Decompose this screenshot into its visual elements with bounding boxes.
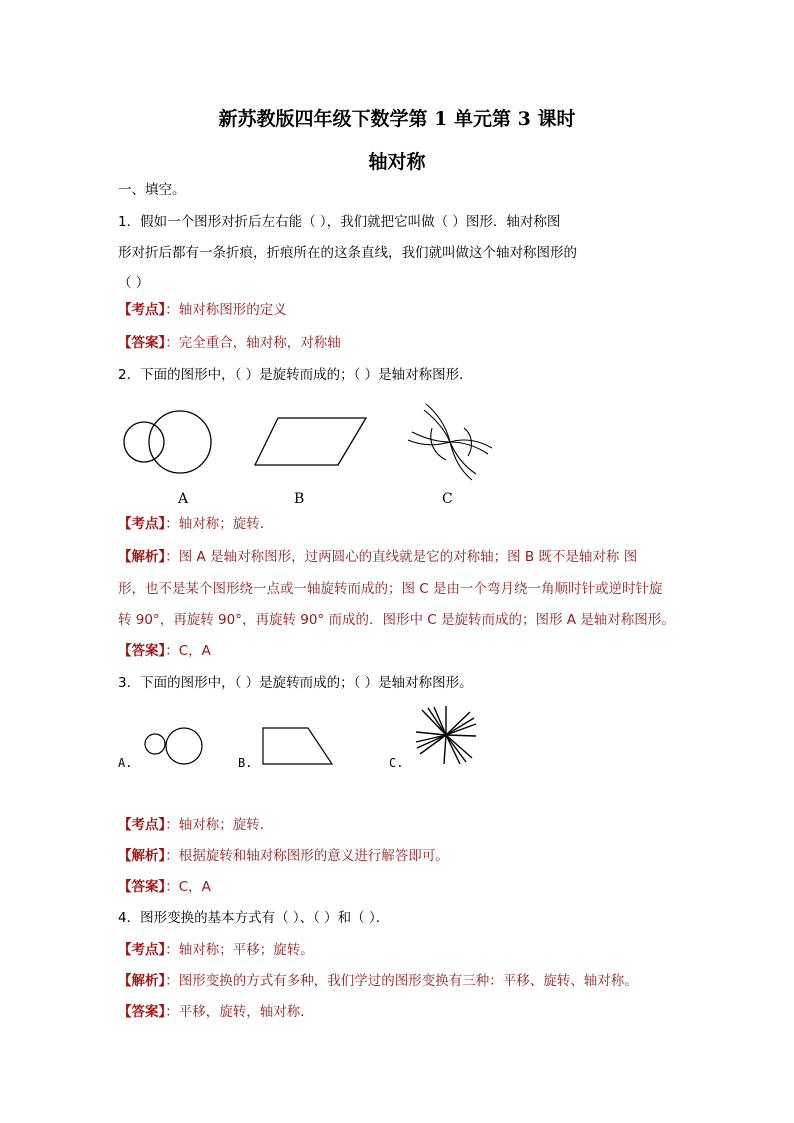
section-heading: 一、填空。 bbox=[118, 182, 186, 198]
q1-line1: 1．假如一个图形对折后左右能（ ），我们就把它叫做（ ）图形．轴对称图 bbox=[118, 214, 561, 230]
kaodian-tag: 【考点】 bbox=[118, 817, 166, 833]
answer-text: ：完全重合，轴对称，对称轴 bbox=[165, 335, 341, 351]
q2-kaodian bbox=[118, 514, 273, 534]
figure-small-two-circles bbox=[140, 722, 210, 772]
jiexi-tag: 【解析】 bbox=[118, 549, 166, 565]
answer-tag: 【答案】 bbox=[118, 335, 166, 351]
answer-tag: 【答案】 bbox=[118, 643, 166, 659]
figure-parallelogram bbox=[250, 415, 380, 475]
q1-line2: 形对折后都有一条折痕，折痕所在的这条直线，我们就叫做这个轴对称图形的 bbox=[118, 245, 577, 261]
kaodian-text: ：轴对称；平移；旋转。 bbox=[165, 942, 314, 958]
kaodian-text: ：轴对称；旋转． bbox=[165, 817, 274, 833]
jiexi-text: ：图 A 是轴对称图形，过两圆心的直线就是它的对称轴；图 B 既不是轴对称 图 bbox=[165, 549, 638, 565]
answer-text: ：平移，旋转，轴对称． bbox=[165, 1004, 314, 1020]
figure-two-circles bbox=[118, 400, 218, 480]
q3-jiexi bbox=[118, 846, 449, 866]
q2-label-c: C bbox=[442, 491, 453, 507]
doc-subtitle: 轴对称 bbox=[368, 151, 426, 173]
q4-answer bbox=[118, 1002, 314, 1022]
kaodian-text: ：轴对称图形的定义 bbox=[165, 302, 287, 318]
q3-answer bbox=[118, 877, 211, 897]
q2-stem: 2．下面的图形中，（ ）是旋转而成的；（ ）是轴对称图形． bbox=[118, 367, 473, 383]
q4-jiexi bbox=[118, 971, 638, 991]
answer-tag: 【答案】 bbox=[118, 879, 166, 895]
q3-label-c: C. bbox=[389, 756, 404, 770]
kaodian-tag: 【考点】 bbox=[118, 302, 166, 318]
answer-text: ：C，A bbox=[165, 643, 211, 659]
q1-answer bbox=[118, 333, 341, 353]
q1-kaodian bbox=[118, 300, 287, 320]
kaodian-tag: 【考点】 bbox=[118, 516, 166, 532]
figure-crescent-rotation bbox=[402, 398, 498, 488]
jiexi-text: ：图形变换的方式有多种，我们学过的图形变换有三种：平移、旋转、轴对称。 bbox=[165, 973, 638, 989]
q2-label-a: A bbox=[178, 491, 189, 507]
q2-answer bbox=[118, 641, 211, 661]
q2-jiexi-line3: 转 90°，再旋转 90°，再旋转 90° 而成的．图形中 C 是旋转而成的；图形 A 是轴对称图形。 bbox=[118, 612, 675, 628]
q3-label-a: A. bbox=[118, 756, 133, 770]
jiexi-tag: 【解析】 bbox=[118, 973, 166, 989]
q3-label-b: B. bbox=[238, 756, 253, 770]
q4-stem: 4．图形变换的基本方式有（ ）、（ ）和（ ）． bbox=[118, 910, 390, 926]
q2-jiexi-line2: 形，也不是某个图形绕一点或一轴旋转而成的；图 C 是由一个弯月绕一角顺时针或逆时针旋 bbox=[118, 581, 663, 597]
jiexi-tag: 【解析】 bbox=[118, 848, 166, 864]
figure-trapezoid bbox=[258, 724, 338, 769]
q3-stem: 3．下面的图形中，（ ）是旋转而成的；（ ）是轴对称图形。 bbox=[118, 675, 473, 691]
jiexi-text: ：根据旋转和轴对称图形的意义进行解答即可。 bbox=[165, 848, 449, 864]
q1-line3: （ ） bbox=[118, 275, 150, 291]
q2-jiexi-line1 bbox=[118, 547, 637, 567]
answer-text: ：C，A bbox=[165, 879, 211, 895]
answer-tag: 【答案】 bbox=[118, 1004, 166, 1020]
q2-label-b: B bbox=[294, 491, 305, 507]
figure-rotation-star bbox=[414, 704, 478, 766]
kaodian-tag: 【考点】 bbox=[118, 942, 166, 958]
kaodian-text: ：轴对称；旋转． bbox=[165, 516, 274, 532]
doc-title: 新苏教版四年级下数学第 1 单元第 3 课时 bbox=[218, 108, 576, 130]
q4-kaodian bbox=[118, 940, 314, 960]
q3-kaodian bbox=[118, 815, 273, 835]
